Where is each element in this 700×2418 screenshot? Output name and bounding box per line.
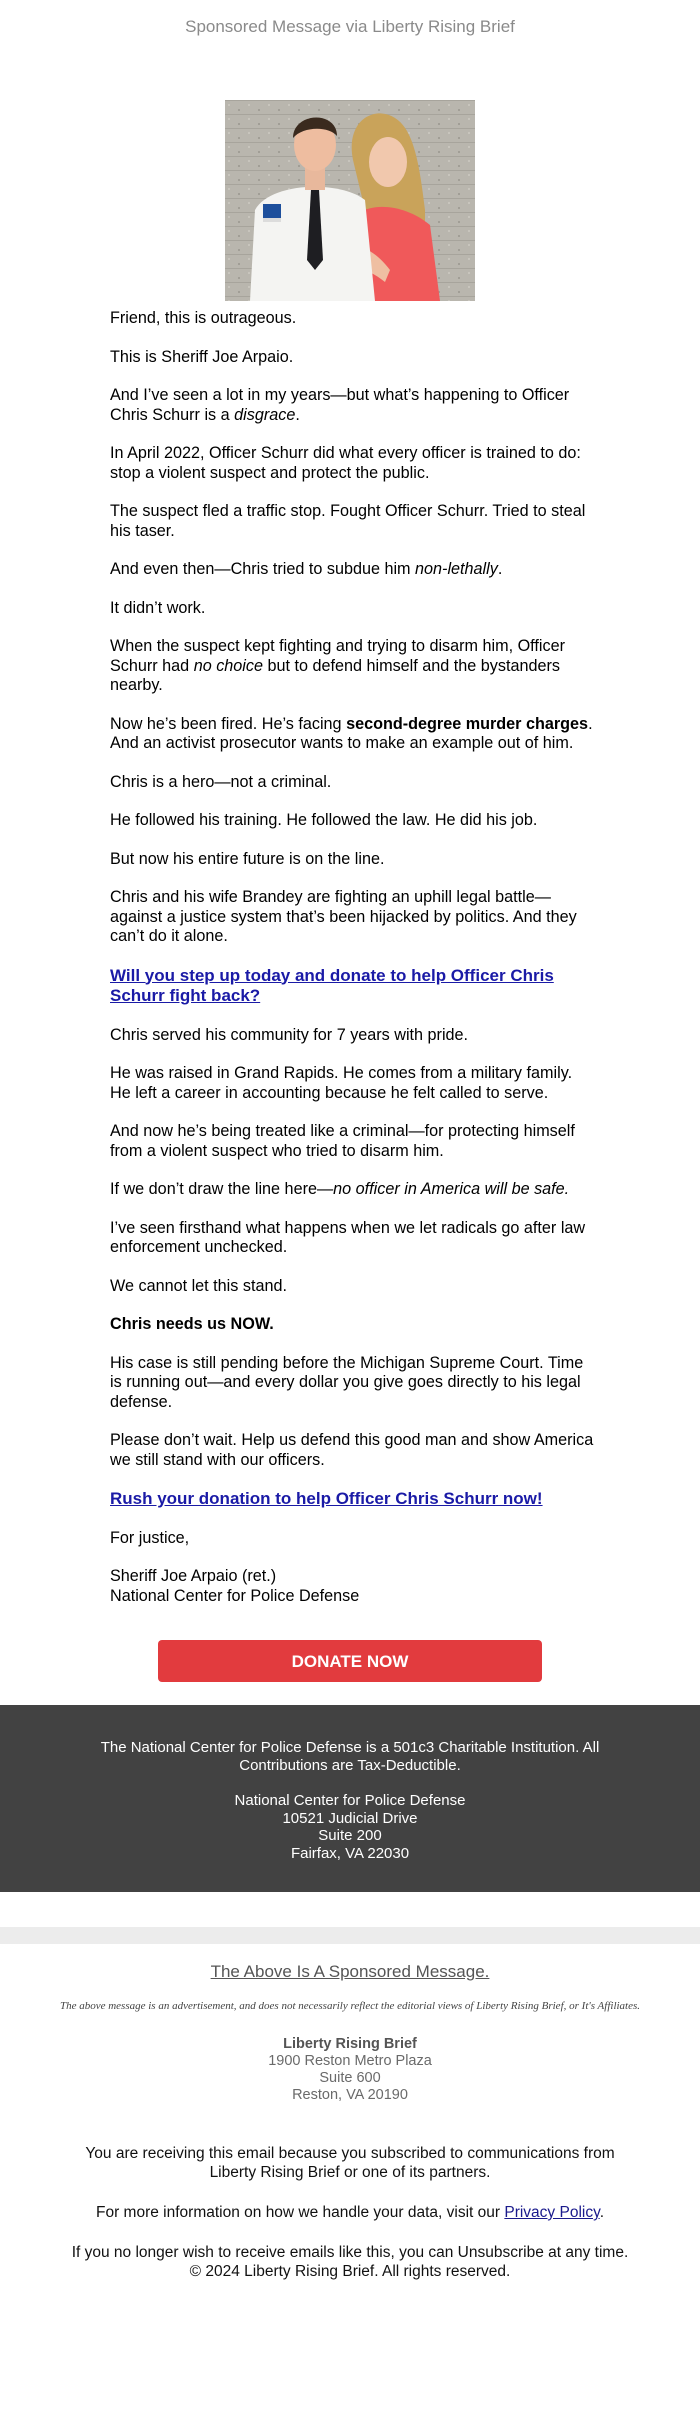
- publisher-address: [0, 2036, 700, 2104]
- text-run: And I’ve seen a lot in my years—but what’s happening to Officer Chris Schurr is a: [110, 386, 570, 424]
- sponsored-header: Sponsored Message via Liberty Rising Brief: [185, 17, 515, 36]
- letter-paragraph: And now he’s being treated like a criminal—for protecting himself from a violent suspect who tried to disarm him.: [110, 1122, 575, 1160]
- section-divider: [0, 1927, 700, 1944]
- letter-paragraph: But now his entire future is on the line.: [110, 849, 385, 868]
- subscription-notice: You are receiving this email because you subscribed to communications from Liberty Rising Brief or one of its partners.: [85, 2145, 615, 2181]
- copyright: © 2024 Liberty Rising Brief. All rights reserved.: [189, 2263, 511, 2280]
- privacy-policy-link[interactable]: Privacy Policy: [504, 2204, 600, 2221]
- donate-link-rush[interactable]: Rush your donation to help Officer Chris Schurr now!: [110, 1489, 543, 1508]
- letter-paragraph: [110, 637, 596, 696]
- sponsor-disclaimer: The above message is an advertisement, and does not necessarily reflect the editorial views of Liberty Rising Brief, or It's Affiliates.: [59, 2000, 641, 2012]
- text-run: When the suspect kept fighting and trying to disarm him, Officer Schurr had: [110, 637, 565, 675]
- signature: [110, 1567, 596, 1606]
- text-run: .: [295, 405, 300, 424]
- letter-paragraph: The suspect fled a traffic stop. Fought Officer Schurr. Tried to steal his taser.: [110, 502, 586, 540]
- photo-illustration: [225, 100, 475, 301]
- donate-now-button[interactable]: DONATE NOW: [158, 1640, 542, 1682]
- unsubscribe-notice: [0, 2243, 700, 2281]
- letter-paragraph: Please don’t wait. Help us defend this good man and show America we still stand with our officers.: [110, 1431, 594, 1469]
- tax-deductible-note: The National Center for Police Defense is a 501c3 Charitable Institution. All Contributions are Tax-Deductible.: [100, 1739, 600, 1774]
- text-run: . And an activist prosecutor wants to make an example out of him.: [110, 714, 593, 752]
- org-name: National Center for Police Defense: [234, 1792, 466, 1809]
- photo-container: [0, 100, 700, 301]
- bold-text: second-degree murder charges: [346, 714, 589, 733]
- letter-paragraph: Chris and his wife Brandey are fighting an uphill legal battle—against a justice system that’s been hijacked by politics. And they can’t do it alone.: [110, 888, 577, 945]
- org-suite: Suite 200: [318, 1827, 382, 1844]
- letter-paragraph: [110, 560, 596, 580]
- text-run: .: [497, 560, 503, 578]
- emphasis-text: disgrace: [234, 405, 296, 424]
- letter-paragraph: Chris is a hero—not a criminal.: [110, 772, 332, 791]
- cta-paragraph: [110, 966, 596, 1007]
- publisher-suite: Suite 600: [319, 2070, 381, 2086]
- publisher-city: Reston, VA 20190: [292, 2087, 408, 2103]
- legal-footer: [0, 2144, 700, 2302]
- letter-paragraph: He followed his training. He followed the law. He did his job.: [110, 811, 538, 829]
- sponsor-section: [0, 1962, 700, 2104]
- text-run: .: [599, 2204, 604, 2221]
- text-run: but to defend himself and the bystanders nearby.: [110, 656, 560, 694]
- letter-paragraph: [110, 1315, 596, 1335]
- letter-paragraph: Chris served his community for 7 years with pride.: [110, 1025, 469, 1044]
- letter-paragraph: [110, 386, 596, 425]
- letter-paragraph: In April 2022, Officer Schurr did what every officer is trained to do: stop a violent suspect and protect the public.: [110, 444, 581, 482]
- letter-paragraph: [110, 1180, 596, 1200]
- publisher-street: 1900 Reston Metro Plaza: [268, 2053, 432, 2069]
- text-run: If we don’t draw the line here—: [110, 1180, 334, 1198]
- letter-paragraph: He was raised in Grand Rapids. He comes from a military family. He left a career in accounting because he felt called to serve.: [110, 1064, 573, 1102]
- unsubscribe-text: If you no longer wish to receive emails like this, you can Unsubscribe at any time.: [71, 2244, 629, 2261]
- emphasis-text: no choice: [193, 656, 263, 675]
- org-street: 10521 Judicial Drive: [282, 1809, 418, 1827]
- signature-org: National Center for Police Defense: [110, 1586, 360, 1605]
- org-city: Fairfax, VA 22030: [290, 1844, 410, 1862]
- bold-text: Chris needs us NOW.: [110, 1315, 274, 1333]
- signature-name: Sheriff Joe Arpaio (ret.): [110, 1567, 277, 1585]
- donate-link-fight-back[interactable]: Will you step up today and donate to help Officer Chris Schurr fight back?: [110, 965, 554, 1005]
- text-run: For more information on how we handle your data, visit our: [95, 2204, 505, 2221]
- letter-paragraph: We cannot let this stand.: [110, 1276, 287, 1295]
- emphasis-text: no officer in America will be safe.: [333, 1180, 570, 1198]
- cta-paragraph: [110, 1489, 596, 1510]
- text-run: Now he’s been fired. He’s facing: [110, 714, 347, 733]
- letter-paragraph: Friend, this is outrageous.: [110, 309, 297, 327]
- letter-paragraph: His case is still pending before the Michigan Supreme Court. Time is running out—and every dollar you give goes directly to his legal defense.: [110, 1353, 584, 1411]
- text-run: And even then—Chris tried to subdue him: [110, 560, 416, 578]
- publisher-name: Liberty Rising Brief: [283, 2036, 417, 2052]
- closing: For justice,: [110, 1528, 190, 1547]
- letter-paragraph: It didn’t work.: [110, 598, 206, 617]
- sponsored-message-title: The Above Is A Sponsored Message.: [210, 1962, 490, 1981]
- letter-paragraph: This is Sheriff Joe Arpaio.: [110, 347, 294, 366]
- letter-paragraph: [110, 715, 596, 754]
- letter-body: [110, 309, 596, 1606]
- organization-address: [0, 1792, 700, 1862]
- organization-footer: [0, 1705, 700, 1892]
- letter-paragraph: I’ve seen firsthand what happens when we let radicals go after law enforcement unchecked.: [110, 1218, 586, 1256]
- emphasis-text: non-lethally: [415, 560, 498, 578]
- officer-couple-photo: [225, 100, 475, 301]
- privacy-notice: [0, 2203, 700, 2222]
